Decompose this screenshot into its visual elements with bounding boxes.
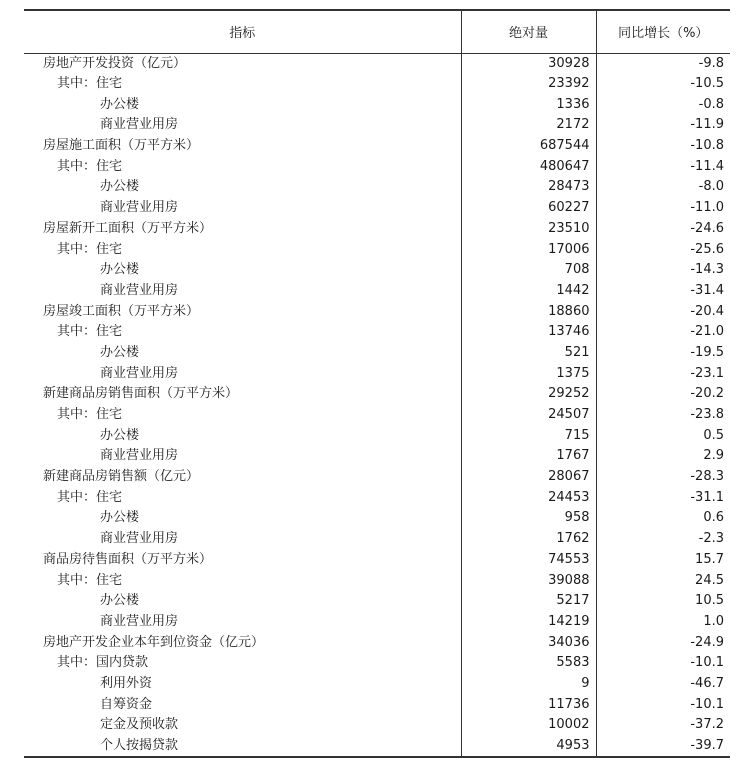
row-absolute-value: 24453 xyxy=(461,487,596,508)
row-absolute-value: 29252 xyxy=(461,384,596,405)
row-yoy-growth: -25.6 xyxy=(596,239,730,260)
row-absolute-value: 34036 xyxy=(461,632,596,653)
table-row xyxy=(24,198,730,219)
row-yoy-growth: -10.1 xyxy=(596,653,730,674)
row-indicator-label: 其中：住宅 xyxy=(57,572,123,588)
table-header xyxy=(24,10,730,53)
row-absolute-value: 23510 xyxy=(461,219,596,240)
row-indicator-label: 办公楼 xyxy=(100,179,140,195)
row-absolute-value: 30928 xyxy=(461,53,596,74)
header-indicator: 指标 xyxy=(24,10,461,53)
row-indicator-label: 其中：住宅 xyxy=(57,407,123,423)
row-absolute-value: 18860 xyxy=(461,301,596,322)
row-indicator-label: 商品房待售面积（万平方米） xyxy=(43,551,213,567)
table-row xyxy=(24,239,730,260)
row-indicator-label: 其中：住宅 xyxy=(57,76,123,92)
table-row xyxy=(24,53,730,74)
table-row xyxy=(24,425,730,446)
row-indicator-label: 房屋施工面积（万平方米） xyxy=(43,138,200,154)
row-yoy-growth: 24.5 xyxy=(596,570,730,591)
table-row xyxy=(24,487,730,508)
row-absolute-value: 24507 xyxy=(461,405,596,426)
row-absolute-value: 1375 xyxy=(461,363,596,384)
row-yoy-growth: -46.7 xyxy=(596,674,730,695)
table-row xyxy=(24,715,730,736)
row-indicator-label: 办公楼 xyxy=(100,344,140,360)
row-absolute-value: 480647 xyxy=(461,156,596,177)
row-indicator-label: 其中：住宅 xyxy=(57,241,123,257)
row-absolute-value: 11736 xyxy=(461,694,596,715)
row-absolute-value: 708 xyxy=(461,260,596,281)
table-row xyxy=(24,177,730,198)
row-absolute-value: 1336 xyxy=(461,94,596,115)
row-indicator-label: 房地产开发企业本年到位资金（亿元） xyxy=(43,634,265,650)
row-absolute-value: 5217 xyxy=(461,591,596,612)
row-yoy-growth: 0.6 xyxy=(596,508,730,529)
row-indicator-label: 其中：住宅 xyxy=(57,324,123,340)
row-absolute-value: 958 xyxy=(461,508,596,529)
row-indicator-label: 办公楼 xyxy=(100,96,140,112)
row-indicator-label: 商业营业用房 xyxy=(100,282,179,298)
table-row xyxy=(24,653,730,674)
row-yoy-growth: -39.7 xyxy=(596,736,730,757)
table-row xyxy=(24,219,730,240)
row-absolute-value: 39088 xyxy=(461,570,596,591)
row-indicator-label: 办公楼 xyxy=(100,262,140,278)
table-row xyxy=(24,612,730,633)
row-yoy-growth: -31.4 xyxy=(596,281,730,302)
row-indicator-label: 办公楼 xyxy=(100,593,140,609)
table-row xyxy=(24,508,730,529)
row-absolute-value: 74553 xyxy=(461,550,596,571)
row-yoy-growth: 15.7 xyxy=(596,550,730,571)
row-absolute-value: 13746 xyxy=(461,322,596,343)
row-absolute-value: 715 xyxy=(461,425,596,446)
table-row xyxy=(24,694,730,715)
table-row xyxy=(24,570,730,591)
row-absolute-value: 2172 xyxy=(461,115,596,136)
row-absolute-value: 687544 xyxy=(461,136,596,157)
row-indicator-label: 新建商品房销售面积（万平方米） xyxy=(43,386,239,402)
row-yoy-growth: -20.4 xyxy=(596,301,730,322)
row-absolute-value: 14219 xyxy=(461,612,596,633)
real-estate-statistics-table xyxy=(24,9,730,758)
row-indicator-label: 商业营业用房 xyxy=(100,531,179,547)
table-row xyxy=(24,446,730,467)
row-yoy-growth: -2.3 xyxy=(596,529,730,550)
row-absolute-value: 4953 xyxy=(461,736,596,757)
row-indicator-label: 办公楼 xyxy=(100,510,140,526)
row-yoy-growth: -24.9 xyxy=(596,632,730,653)
row-yoy-growth: 1.0 xyxy=(596,612,730,633)
row-indicator-label: 商业营业用房 xyxy=(100,200,179,216)
row-yoy-growth: -10.8 xyxy=(596,136,730,157)
table-row xyxy=(24,94,730,115)
row-yoy-growth: -20.2 xyxy=(596,384,730,405)
table-row xyxy=(24,260,730,281)
row-yoy-growth: -14.3 xyxy=(596,260,730,281)
row-absolute-value: 9 xyxy=(461,674,596,695)
row-indicator-label: 其中：住宅 xyxy=(57,158,123,174)
row-absolute-value: 1767 xyxy=(461,446,596,467)
row-yoy-growth: -24.6 xyxy=(596,219,730,240)
row-indicator-label: 房屋竣工面积（万平方米） xyxy=(43,303,200,319)
row-indicator-label: 个人按揭贷款 xyxy=(24,736,461,757)
row-indicator-label: 其中：住宅 xyxy=(57,489,123,505)
table-row xyxy=(24,384,730,405)
row-yoy-growth: -9.8 xyxy=(596,53,730,74)
row-yoy-growth: -11.0 xyxy=(596,198,730,219)
row-indicator-label: 商业营业用房 xyxy=(100,448,179,464)
table-row xyxy=(24,322,730,343)
row-absolute-value: 17006 xyxy=(461,239,596,260)
row-indicator-label: 新建商品房销售额（亿元） xyxy=(43,469,200,485)
row-indicator-label: 房屋新开工面积（万平方米） xyxy=(43,220,213,236)
table-row xyxy=(24,632,730,653)
row-yoy-growth: -23.8 xyxy=(596,405,730,426)
row-absolute-value: 10002 xyxy=(461,715,596,736)
table-row xyxy=(24,301,730,322)
row-yoy-growth: -8.0 xyxy=(596,177,730,198)
row-yoy-growth: 0.5 xyxy=(596,425,730,446)
row-yoy-growth: 2.9 xyxy=(596,446,730,467)
table-row xyxy=(24,136,730,157)
table-row xyxy=(24,736,730,757)
row-yoy-growth: -0.8 xyxy=(596,94,730,115)
row-indicator-label: 自筹资金 xyxy=(100,696,153,712)
table-row xyxy=(24,115,730,136)
table-row xyxy=(24,591,730,612)
row-yoy-growth: 10.5 xyxy=(596,591,730,612)
row-yoy-growth: -19.5 xyxy=(596,343,730,364)
table-row xyxy=(24,74,730,95)
table-row xyxy=(24,343,730,364)
row-yoy-growth: -21.0 xyxy=(596,322,730,343)
row-indicator-label: 房地产开发投资（亿元） xyxy=(43,55,187,71)
table-row xyxy=(24,363,730,384)
row-yoy-growth: -28.3 xyxy=(596,467,730,488)
row-absolute-value: 521 xyxy=(461,343,596,364)
header-yoy-growth: 同比增长（%） xyxy=(596,10,730,53)
row-absolute-value: 1762 xyxy=(461,529,596,550)
row-yoy-growth: -23.1 xyxy=(596,363,730,384)
header-absolute-value: 绝对量 xyxy=(461,10,596,53)
row-indicator-label: 定金及预收款 xyxy=(100,717,179,733)
row-indicator-label: 利用外资 xyxy=(100,675,153,691)
row-indicator-label: 办公楼 xyxy=(100,427,140,443)
row-yoy-growth: -31.1 xyxy=(596,487,730,508)
row-absolute-value: 23392 xyxy=(461,74,596,95)
row-indicator-label: 其中：国内贷款 xyxy=(57,655,149,671)
row-indicator-label: 商业营业用房 xyxy=(100,365,179,381)
header-row xyxy=(24,10,730,53)
row-yoy-growth: -37.2 xyxy=(596,715,730,736)
row-yoy-growth: -10.5 xyxy=(596,74,730,95)
row-absolute-value: 60227 xyxy=(461,198,596,219)
table-row xyxy=(24,674,730,695)
table-row xyxy=(24,281,730,302)
table-row xyxy=(24,529,730,550)
table-body xyxy=(24,53,730,757)
row-absolute-value: 28473 xyxy=(461,177,596,198)
row-yoy-growth: -10.1 xyxy=(596,694,730,715)
row-absolute-value: 1442 xyxy=(461,281,596,302)
table-row xyxy=(24,156,730,177)
row-indicator-label: 商业营业用房 xyxy=(100,117,179,133)
row-indicator-label: 商业营业用房 xyxy=(100,613,179,629)
table-row xyxy=(24,405,730,426)
row-absolute-value: 5583 xyxy=(461,653,596,674)
row-yoy-growth: -11.9 xyxy=(596,115,730,136)
table-row xyxy=(24,467,730,488)
row-absolute-value: 28067 xyxy=(461,467,596,488)
statistics-table-container xyxy=(24,9,730,758)
table-row xyxy=(24,550,730,571)
row-yoy-growth: -11.4 xyxy=(596,156,730,177)
